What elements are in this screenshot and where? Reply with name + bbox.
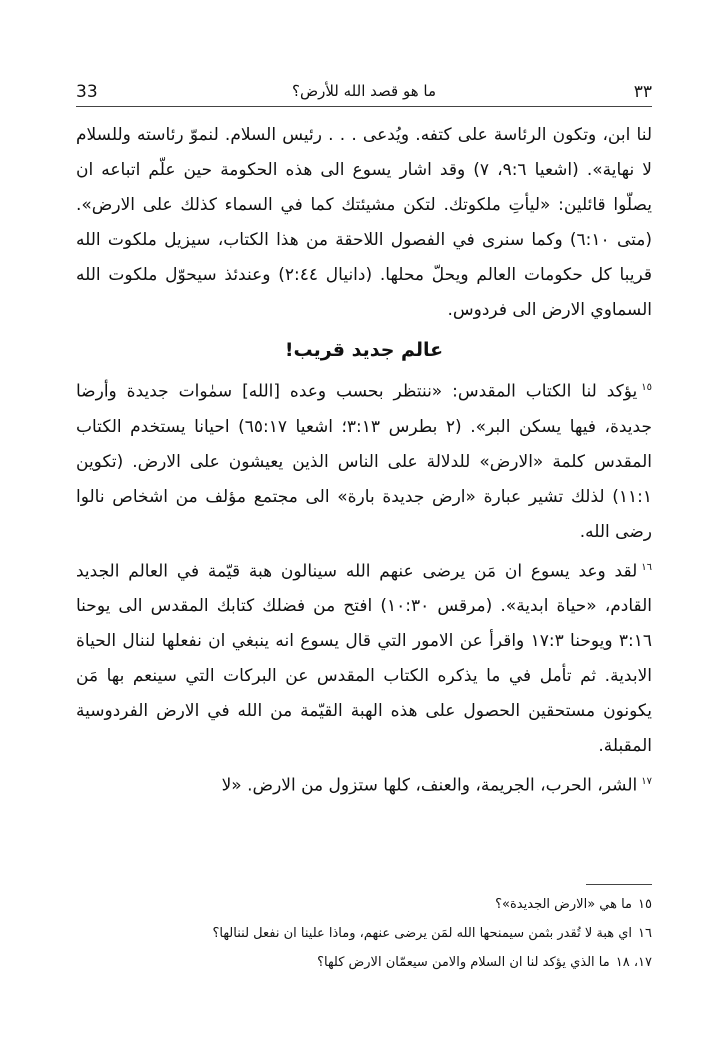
section-heading: عالم جديد قريب!	[284, 339, 444, 361]
running-title: ما هو قصد الله للأرض؟	[292, 82, 436, 100]
footnote-text: اي هبة لا تُقدر بثمن سيمنحها الله لمَن يرضى عنهم، وماذا علينا ان نفعل لننالها؟	[212, 926, 633, 941]
paragraph-number: ١٥	[641, 382, 652, 393]
study-questions	[60, 890, 652, 977]
page-number-latin: 33	[76, 82, 98, 102]
footnote-item	[60, 890, 652, 919]
page-number-arabic: ٣٣	[633, 82, 652, 102]
paragraph-text: لنا ابن، وتكون الرئاسة على كتفه. ويُدعى . . . رئيس السلام. لنموّ رئاسته وللسلام لا نهاية». (اشعيا ٩:٦، ٧) وقد اشار يسوع الى هذه الحكومة حين علّم اتباعه ان يصلّوا قائلين: «ليأتِ ملكوتك. لتكن مشيئتك كما في السماء كذلك على الارض». (متى ٦:١٠) وكما سنرى في الفصول اللاحقة من هذا الكتاب، سيزيل ملكوت الله قريبا كل حكومات العالم ويحلّ محلها. (دانيال ٢:٤٤) وعندئذ سيحوّل ملكوت الله السماوي الارض الى فردوس.	[76, 125, 652, 320]
paragraph-17	[76, 764, 652, 804]
paragraph-text: الشر، الحرب، الجريمة، والعنف، كلها ستزول من الارض. «لا	[221, 775, 638, 796]
footnote-item	[60, 948, 652, 977]
paragraph-text: يؤكد لنا الكتاب المقدس: «ننتظر بحسب وعده [الله] سمٰوات جديدة وأرضا جديدة، فيها يسكن البر». (٢ بطرس ٣:١٣؛ اشعيا ٦٥:١٧) احيانا يستخدم الكتاب المقدس كلمة «الارض» للدلالة على الناس الذين يعيشون على الارض. (تكوين ١١:١) لذلك تشير عبارة «ارض جديدة بارة» الى مجتمع مؤلف من اشخاص نالوا رضى الله.	[76, 381, 652, 542]
footnote-number: ١٧، ١٨	[615, 955, 652, 970]
paragraph-16	[76, 550, 652, 765]
paragraph-text: لقد وعد يسوع ان مَن يرضى عنهم الله سينالون هبة قيّمة في العالم الجديد القادم، «حياة ابدية». (مرقس ١٠:٣٠) افتح من فضلك كتابك المقدس الى يوحنا ٣:١٦ ويوحنا ١٧:٣ واقرأ عن الامور التي قال يسوع انه ينبغي ان نفعلها لننال الحياة الابدية. ثم تأمل في ما يذكره الكتاب المقدس عن البركات التي سينعم بها مَن يكونون مستحقين الحصول على هذه الهبة القيّمة من الله في الارض الفردوسية المقبلة.	[76, 561, 653, 757]
footnote-item	[60, 919, 652, 948]
paragraph-number: ١٧	[641, 776, 652, 788]
paragraph-continuation	[76, 118, 652, 328]
header-divider	[76, 106, 652, 107]
footnote-text: ما هي «الارض الجديدة»؟	[495, 897, 633, 912]
footnote-number: ١٦	[638, 926, 652, 941]
paragraph-number: ١٦	[641, 561, 652, 573]
footnote-number: ١٥	[638, 897, 652, 912]
footnote-divider	[586, 884, 652, 885]
page-body	[76, 118, 652, 804]
footnote-text: ما الذي يؤكد لنا ان السلام والامن سيعمّان الارض كلها؟	[317, 955, 610, 970]
page-header	[76, 78, 652, 108]
paragraph-15	[76, 370, 652, 550]
